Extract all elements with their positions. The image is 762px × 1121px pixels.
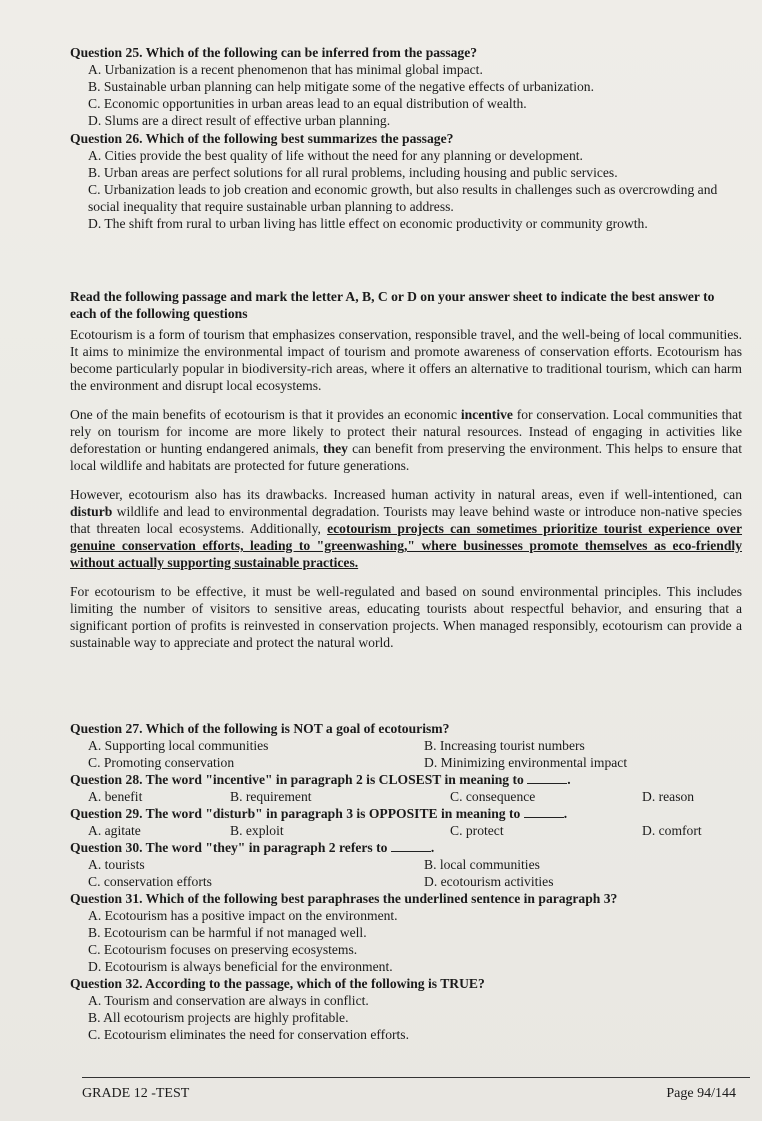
question-25-option-a: A. Urbanization is a recent phenomenon that has minimal global impact.	[88, 62, 483, 77]
word-disturb: disturb	[70, 504, 113, 519]
question-31-option-b: B. Ecotourism can be harmful if not managed well.	[88, 925, 367, 940]
answer-blank	[527, 771, 567, 784]
question-28-stem: Question 28. The word "incentive" in paragraph 2 is CLOSEST in meaning to .	[70, 772, 571, 787]
question-28-option-a: A. benefit	[88, 789, 143, 804]
underlined-sentence: ecotourism projects can sometimes prioritize tourist experience over genuine conservation efforts, leading to "greenwashing," where businesses promote themselves as eco-friendly without actually supporting sustainable practices.	[70, 521, 742, 570]
question-27-option-b: B. Increasing tourist numbers	[424, 738, 585, 753]
paragraph-3: However, ecotourism also has its drawbacks. Increased human activity in natural areas, even if well-intentioned, can disturb wildlife and lead to environmental degradation. Tourists may leave behind waste or introduce non-native species that threaten local ecosystems. Additionally, ecotourism projects can sometimes prioritize tourist experience over genuine conservation efforts, leading to "greenwashing," where businesses promote themselves as eco-friendly without actually supporting sustainable practices.	[70, 487, 742, 570]
question-25-option-d: D. Slums are a direct result of effective urban planning.	[88, 113, 391, 128]
question-30-option-b: B. local communities	[424, 857, 540, 872]
passage	[70, 326, 742, 651]
question-29-option-b: B. exploit	[230, 823, 284, 838]
page-footer	[82, 1077, 750, 1102]
question-30-stem: Question 30. The word "they" in paragraph 2 refers to .	[70, 840, 435, 855]
question-31-stem: Question 31. Which of the following best paraphrases the underlined sentence in paragraph 3?	[70, 891, 618, 906]
question-25-stem: Question 25. Which of the following can be inferred from the passage?	[70, 45, 478, 60]
question-27-option-d: D. Minimizing environmental impact	[424, 755, 628, 770]
question-27-option-c: C. Promoting conservation	[88, 755, 235, 770]
question-26-option-b: B. Urban areas are perfect solutions for all rural problems, including housing and public services.	[88, 165, 618, 180]
footer-grade-label: GRADE 12 -TEST	[82, 1086, 190, 1101]
question-31-option-d: D. Ecotourism is always beneficial for the environment.	[88, 959, 393, 974]
question-26-stem: Question 26. Which of the following best summarizes the passage?	[70, 131, 454, 146]
question-27-stem: Question 27. Which of the following is NOT a goal of ecotourism?	[70, 721, 450, 736]
question-27-option-a: A. Supporting local communities	[88, 738, 269, 753]
question-29-stem: Question 29. The word "disturb" in paragraph 3 is OPPOSITE in meaning to .	[70, 806, 568, 821]
question-26-option-d: D. The shift from rural to urban living has little effect on economic productivity or community growth.	[88, 216, 648, 231]
question-25	[70, 44, 742, 129]
paragraph-2: One of the main benefits of ecotourism is that it provides an economic incentive for conservation. Local communities that rely on tourism for income are more likely to protect their natural resources. Instead of engaging in activities like deforestation or hunting endangered animals, they can benefit from preserving the environment. This helps to ensure that local wildlife and habitats are protected for future generations.	[70, 407, 742, 473]
question-30-option-c: C. conservation efforts	[88, 874, 212, 889]
question-30-option-d: D. ecotourism activities	[424, 874, 554, 889]
question-26-option-a: A. Cities provide the best quality of life without the need for any planning or development.	[88, 148, 583, 163]
answer-blank	[391, 839, 431, 852]
question-28-option-d: D. reason	[642, 789, 695, 804]
question-31-option-c: C. Ecotourism focuses on preserving ecosystems.	[88, 942, 358, 957]
word-they: they	[323, 441, 348, 456]
question-28-option-c: C. consequence	[450, 789, 536, 804]
instruction: Read the following passage and mark the letter A, B, C or D on your answer sheet to indicate the best answer to each of the following questions	[70, 289, 715, 321]
question-26-option-c: C. Urbanization leads to job creation and economic growth, but also results in challenges such as overcrowding and social inequality that require sustainable urban planning to address.	[88, 182, 718, 214]
word-incentive: incentive	[460, 407, 513, 422]
question-25-option-b: B. Sustainable urban planning can help mitigate some of the negative effects of urbanization.	[88, 79, 594, 94]
paragraph-4: For ecotourism to be effective, it must be well-regulated and based on sound environmental principles. This includes limiting the number of visitors to sensitive areas, educating tourists about respectful behavior, and ensuring that a significant portion of profits is reinvested in conservation projects. When managed responsibly, ecotourism can provide a sustainable way to appreciate and protect the natural world.	[70, 584, 742, 650]
question-32-stem: Question 32. According to the passage, which of the following is TRUE?	[70, 976, 485, 991]
answer-blank	[524, 805, 564, 818]
question-29-option-a: A. agitate	[88, 823, 141, 838]
questions-27-32	[70, 720, 742, 1043]
question-29-option-c: C. protect	[450, 823, 504, 838]
question-32-option-b: B. All ecotourism projects are highly profitable.	[88, 1010, 349, 1025]
question-28-option-b: B. requirement	[230, 789, 312, 804]
question-32-option-a: A. Tourism and conservation are always in conflict.	[88, 993, 369, 1008]
paragraph-1: Ecotourism is a form of tourism that emphasizes conservation, responsible travel, and the well-being of local communities. It aims to minimize the environmental impact of tourism and promote awareness of conservation efforts. Ecotourism has become particularly popular in biodiversity-rich areas, where it offers an alternative to traditional tourism, which can harm the environment and disrupt local ecosystems.	[70, 327, 742, 393]
reading-section	[70, 288, 742, 651]
question-30-option-a: A. tourists	[88, 857, 145, 872]
question-31-option-a: A. Ecotourism has a positive impact on the environment.	[88, 908, 398, 923]
question-32-option-c: C. Ecotourism eliminates the need for conservation efforts.	[88, 1027, 409, 1042]
question-26	[70, 130, 742, 232]
question-25-option-c: C. Economic opportunities in urban areas lead to an equal distribution of wealth.	[88, 96, 527, 111]
question-29-option-d: D. comfort	[642, 823, 702, 838]
page-number: Page 94/144	[666, 1086, 736, 1101]
